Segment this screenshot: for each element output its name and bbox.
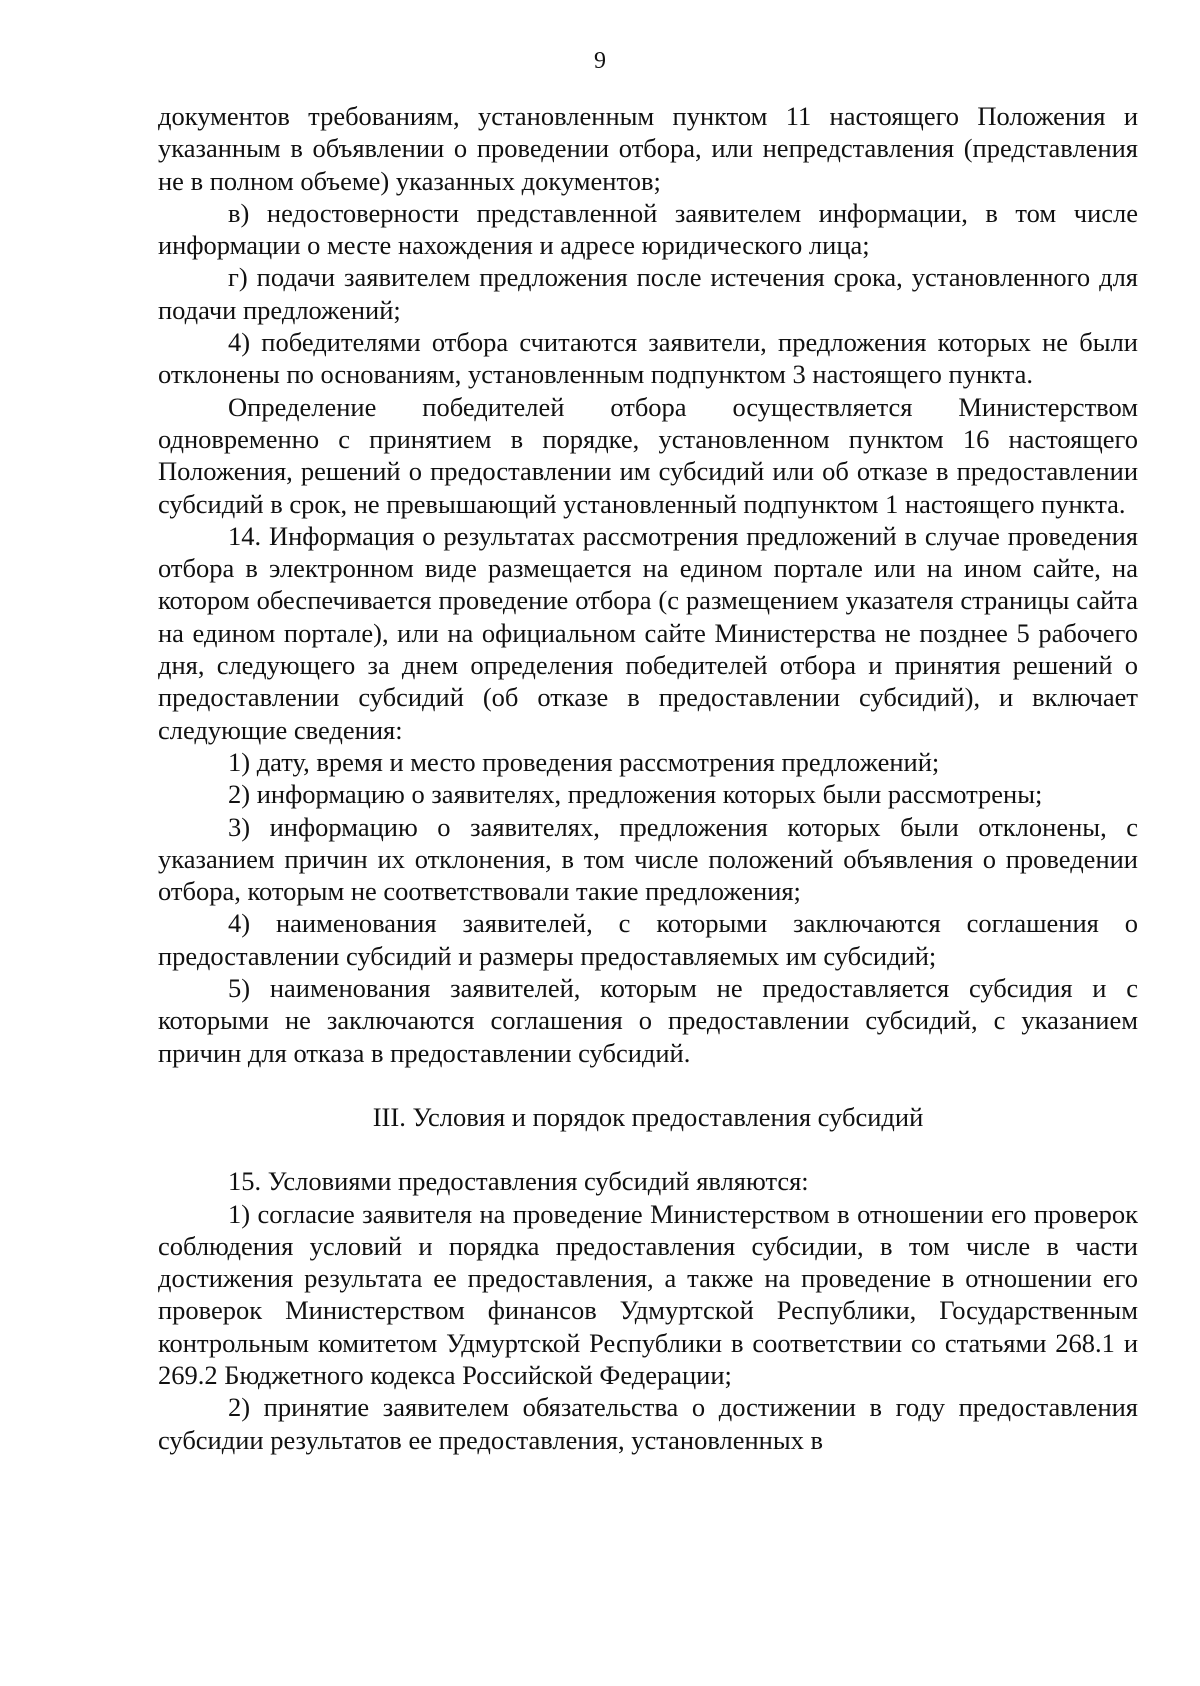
paragraph: в) недостоверности представленной заявителем информации, в том числе информации о месте нахождения и адресе юридического лица; — [158, 197, 1138, 261]
paragraph: 5) наименования заявителей, которым не предоставляется субсидия и с которыми не заключаются соглашения о предоставлении субсидий, с указанием причин для отказа в предоставлении субсидий. — [158, 973, 1138, 1068]
paragraph: 1) дату, время и место проведения рассмотрения предложений; — [228, 746, 940, 777]
paragraph: 4) наименования заявителей, с которыми заключаются соглашения о предоставлении субсидий и размеры предоставляемых им субсидий; — [158, 908, 1138, 971]
paragraph: 2) принятие заявителем обязательства о достижении в году предоставления субсидии результатов ее предоставления, установленных в — [158, 1392, 1138, 1455]
paragraph: 1) согласие заявителя на проведение Министерством в отношении его проверок соблюдения условий и порядка предоставления субсидии, в том числе в части достижения результата ее предоставления, а также на проведение в отношении его проверок Министерством финансов Удмуртской Республики, Государственным контрольным комитетом Удмуртской Республики в соответствии со статьями 268.1 и 269.2 Бюджетного кодекса Российской Федерации; — [158, 1198, 1138, 1390]
paragraph: 4) победителями отбора считаются заявители, предложения которых не были отклонены по основаниям, установленным подпунктом 3 настоящего пункта. — [158, 327, 1138, 390]
paragraph: документов требованиям, установленным пунктом 11 настоящего Положения и указанным в объявлении о проведении отбора, или непредставления (представления не в полном объеме) указанных документов; — [158, 101, 1138, 196]
page-number: 9 — [594, 48, 606, 74]
paragraph: 2) информацию о заявителях, предложения которых были рассмотрены; — [228, 779, 1043, 810]
document-body — [158, 100, 1138, 1456]
paragraph: 15. Условиями предоставления субсидий являются: — [228, 1166, 809, 1197]
paragraph: 14. Информация о результатах рассмотрения предложений в случае проведения отбора в электронном виде размещается на едином портале или на ином сайте, на котором обеспечивается проведение отбора (с размещением указателя страницы сайта на едином портале), или на официальном сайте Министерства не позднее 5 рабочего дня, следующего за днем определения победителей отбора и принятия решений о предоставлении субсидий (об отказе в предоставлении субсидий), и включает следующие сведения: — [158, 520, 1138, 745]
paragraph: 3) информацию о заявителях, предложения которых были отклонены, с указанием причин их отклонения, в том числе положений объявления о проведении отбора, которым не соответствовали такие предложения; — [158, 811, 1138, 907]
paragraph: Определение победителей отбора осуществляется Министерством одновременно с принятием в порядке, установленном пунктом 16 настоящего Положения, решений о предоставлении им субсидий или об отказе в предоставлении субсидий в срок, не превышающий установленный подпунктом 1 настоящего пункта. — [158, 391, 1138, 519]
paragraph: г) подачи заявителем предложения после истечения срока, установленного для подачи предложений; — [158, 262, 1138, 325]
section-heading: III. Условия и порядок предоставления субсидий — [372, 1101, 924, 1132]
